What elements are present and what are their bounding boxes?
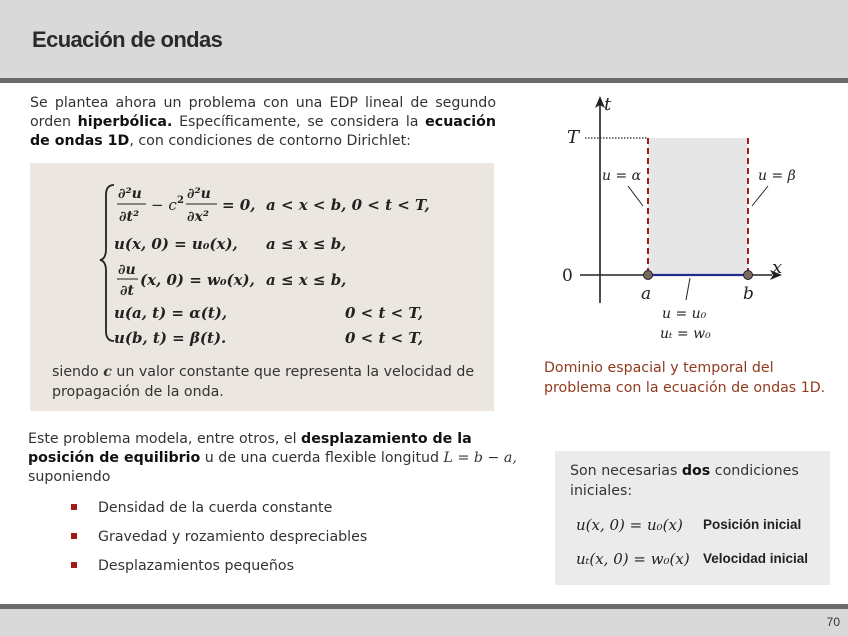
domain-diagram bbox=[540, 88, 810, 350]
eq5-left: u(b, t) = β(t). bbox=[114, 329, 227, 347]
left-bc-label: u = α bbox=[602, 168, 642, 184]
page-number: 70 bbox=[826, 615, 840, 629]
model-text-1: Este problema modela, entre otros, el bbox=[28, 431, 302, 447]
model-paragraph bbox=[28, 430, 524, 487]
ic1-math: u(x, 0) = u₀(x) bbox=[576, 516, 683, 534]
ic2-math: uₜ(x, 0) = w₀(x) bbox=[576, 550, 690, 568]
equations-box bbox=[30, 163, 494, 411]
page-title: Ecuación de ondas bbox=[32, 27, 223, 52]
bullet-square-icon bbox=[71, 562, 77, 568]
eq1-den1: ∂t² bbox=[119, 209, 140, 225]
list-item-label: Densidad de la cuerda constante bbox=[98, 500, 333, 516]
eq2-left: u(x, 0) = u₀(x), bbox=[114, 235, 238, 253]
eq3-den: ∂t bbox=[120, 283, 134, 299]
model-text-2: u de una cuerda flexible longitud bbox=[200, 450, 444, 466]
initial-conditions-box bbox=[555, 451, 830, 585]
diagram-caption: Dominio espacial y temporal del problema con la ecuación de ondas 1D. bbox=[544, 360, 826, 396]
assumption-list bbox=[70, 498, 367, 585]
eq1-minus-c: − c bbox=[151, 196, 177, 214]
bullet-square-icon bbox=[71, 504, 77, 510]
ic2-label: Velocidad inicial bbox=[703, 551, 809, 566]
equation-caption bbox=[52, 362, 482, 402]
header-divider bbox=[0, 78, 848, 83]
left-bc-pointer bbox=[628, 186, 643, 206]
domain-region bbox=[648, 138, 748, 275]
model-text-3: suponiendo bbox=[28, 469, 111, 485]
eq1-num1: ∂²u bbox=[118, 186, 142, 202]
initial-conditions-formulas bbox=[555, 451, 830, 585]
ic1-label: Posición inicial bbox=[703, 517, 802, 532]
eq1-den2: ∂x² bbox=[187, 209, 209, 225]
eq-caption-post: un valor constante que representa la velocidad de propagación de la onda. bbox=[52, 364, 475, 400]
bottom-bc-pointer bbox=[686, 278, 690, 300]
T-label: T bbox=[567, 127, 580, 148]
ic-text-post: condiciones iniciales: bbox=[570, 463, 799, 499]
eq3-num: ∂u bbox=[118, 262, 136, 278]
a-label: a bbox=[641, 284, 652, 304]
eq-caption-var: c bbox=[103, 364, 112, 380]
model-math-length: L = b − a, bbox=[443, 450, 517, 466]
eq1-condition: a < x < b, 0 < t < T, bbox=[266, 196, 430, 214]
b-label: b bbox=[743, 284, 754, 304]
list-item bbox=[70, 527, 367, 556]
eq4-left: u(a, t) = α(t), bbox=[114, 304, 228, 322]
intro-text-1: Se plantea ahora un problema con una EDP lineal de segundo orden bbox=[30, 95, 496, 130]
intro-text-2: Específicamente, se considera la bbox=[172, 114, 426, 130]
intro-bold-ecuacion: ecuación de ondas 1D bbox=[30, 114, 496, 149]
eq1-num2: ∂²u bbox=[187, 186, 211, 202]
eq1-c-exp: 2 bbox=[177, 195, 184, 206]
slide-header bbox=[0, 0, 848, 78]
ic-text-bold: dos bbox=[681, 463, 711, 479]
point-a bbox=[644, 271, 653, 280]
equation-system bbox=[30, 163, 494, 363]
list-item bbox=[70, 498, 367, 527]
x-axis-label: x bbox=[772, 257, 783, 278]
zero-label: 0 bbox=[562, 266, 573, 286]
bottom-bc-label-2: uₜ = w₀ bbox=[660, 326, 711, 342]
model-bold: desplazamiento de la posición de equilibrio bbox=[28, 431, 472, 466]
right-bc-label: u = β bbox=[758, 168, 796, 184]
point-b bbox=[744, 271, 753, 280]
intro-bold-hiperbolica: hiperbólica. bbox=[77, 114, 173, 130]
intro-text-3: , con condiciones de contorno Dirichlet: bbox=[129, 133, 411, 149]
eq5-condition: 0 < t < T, bbox=[345, 329, 424, 347]
eq-caption-pre: siendo bbox=[52, 364, 104, 380]
t-axis-label: t bbox=[604, 94, 612, 115]
left-brace bbox=[100, 185, 114, 341]
slide-footer bbox=[0, 609, 848, 636]
bullet-square-icon bbox=[71, 533, 77, 539]
eq1-equals: = 0, bbox=[222, 196, 256, 214]
list-item bbox=[70, 556, 367, 585]
eq4-condition: 0 < t < T, bbox=[345, 304, 424, 322]
right-bc-pointer bbox=[752, 186, 768, 206]
list-item-label: Gravedad y rozamiento despreciables bbox=[98, 529, 368, 545]
bottom-bc-label-1: u = u₀ bbox=[662, 306, 707, 322]
intro-paragraph bbox=[30, 94, 496, 151]
eq2-condition: a ≤ x ≤ b, bbox=[266, 235, 347, 253]
eq3-left: (x, 0) = w₀(x), bbox=[140, 271, 255, 289]
eq3-condition: a ≤ x ≤ b, bbox=[266, 271, 347, 289]
ic-text-pre: Son necesarias bbox=[570, 463, 682, 479]
list-item-label: Desplazamientos pequeños bbox=[98, 558, 294, 574]
